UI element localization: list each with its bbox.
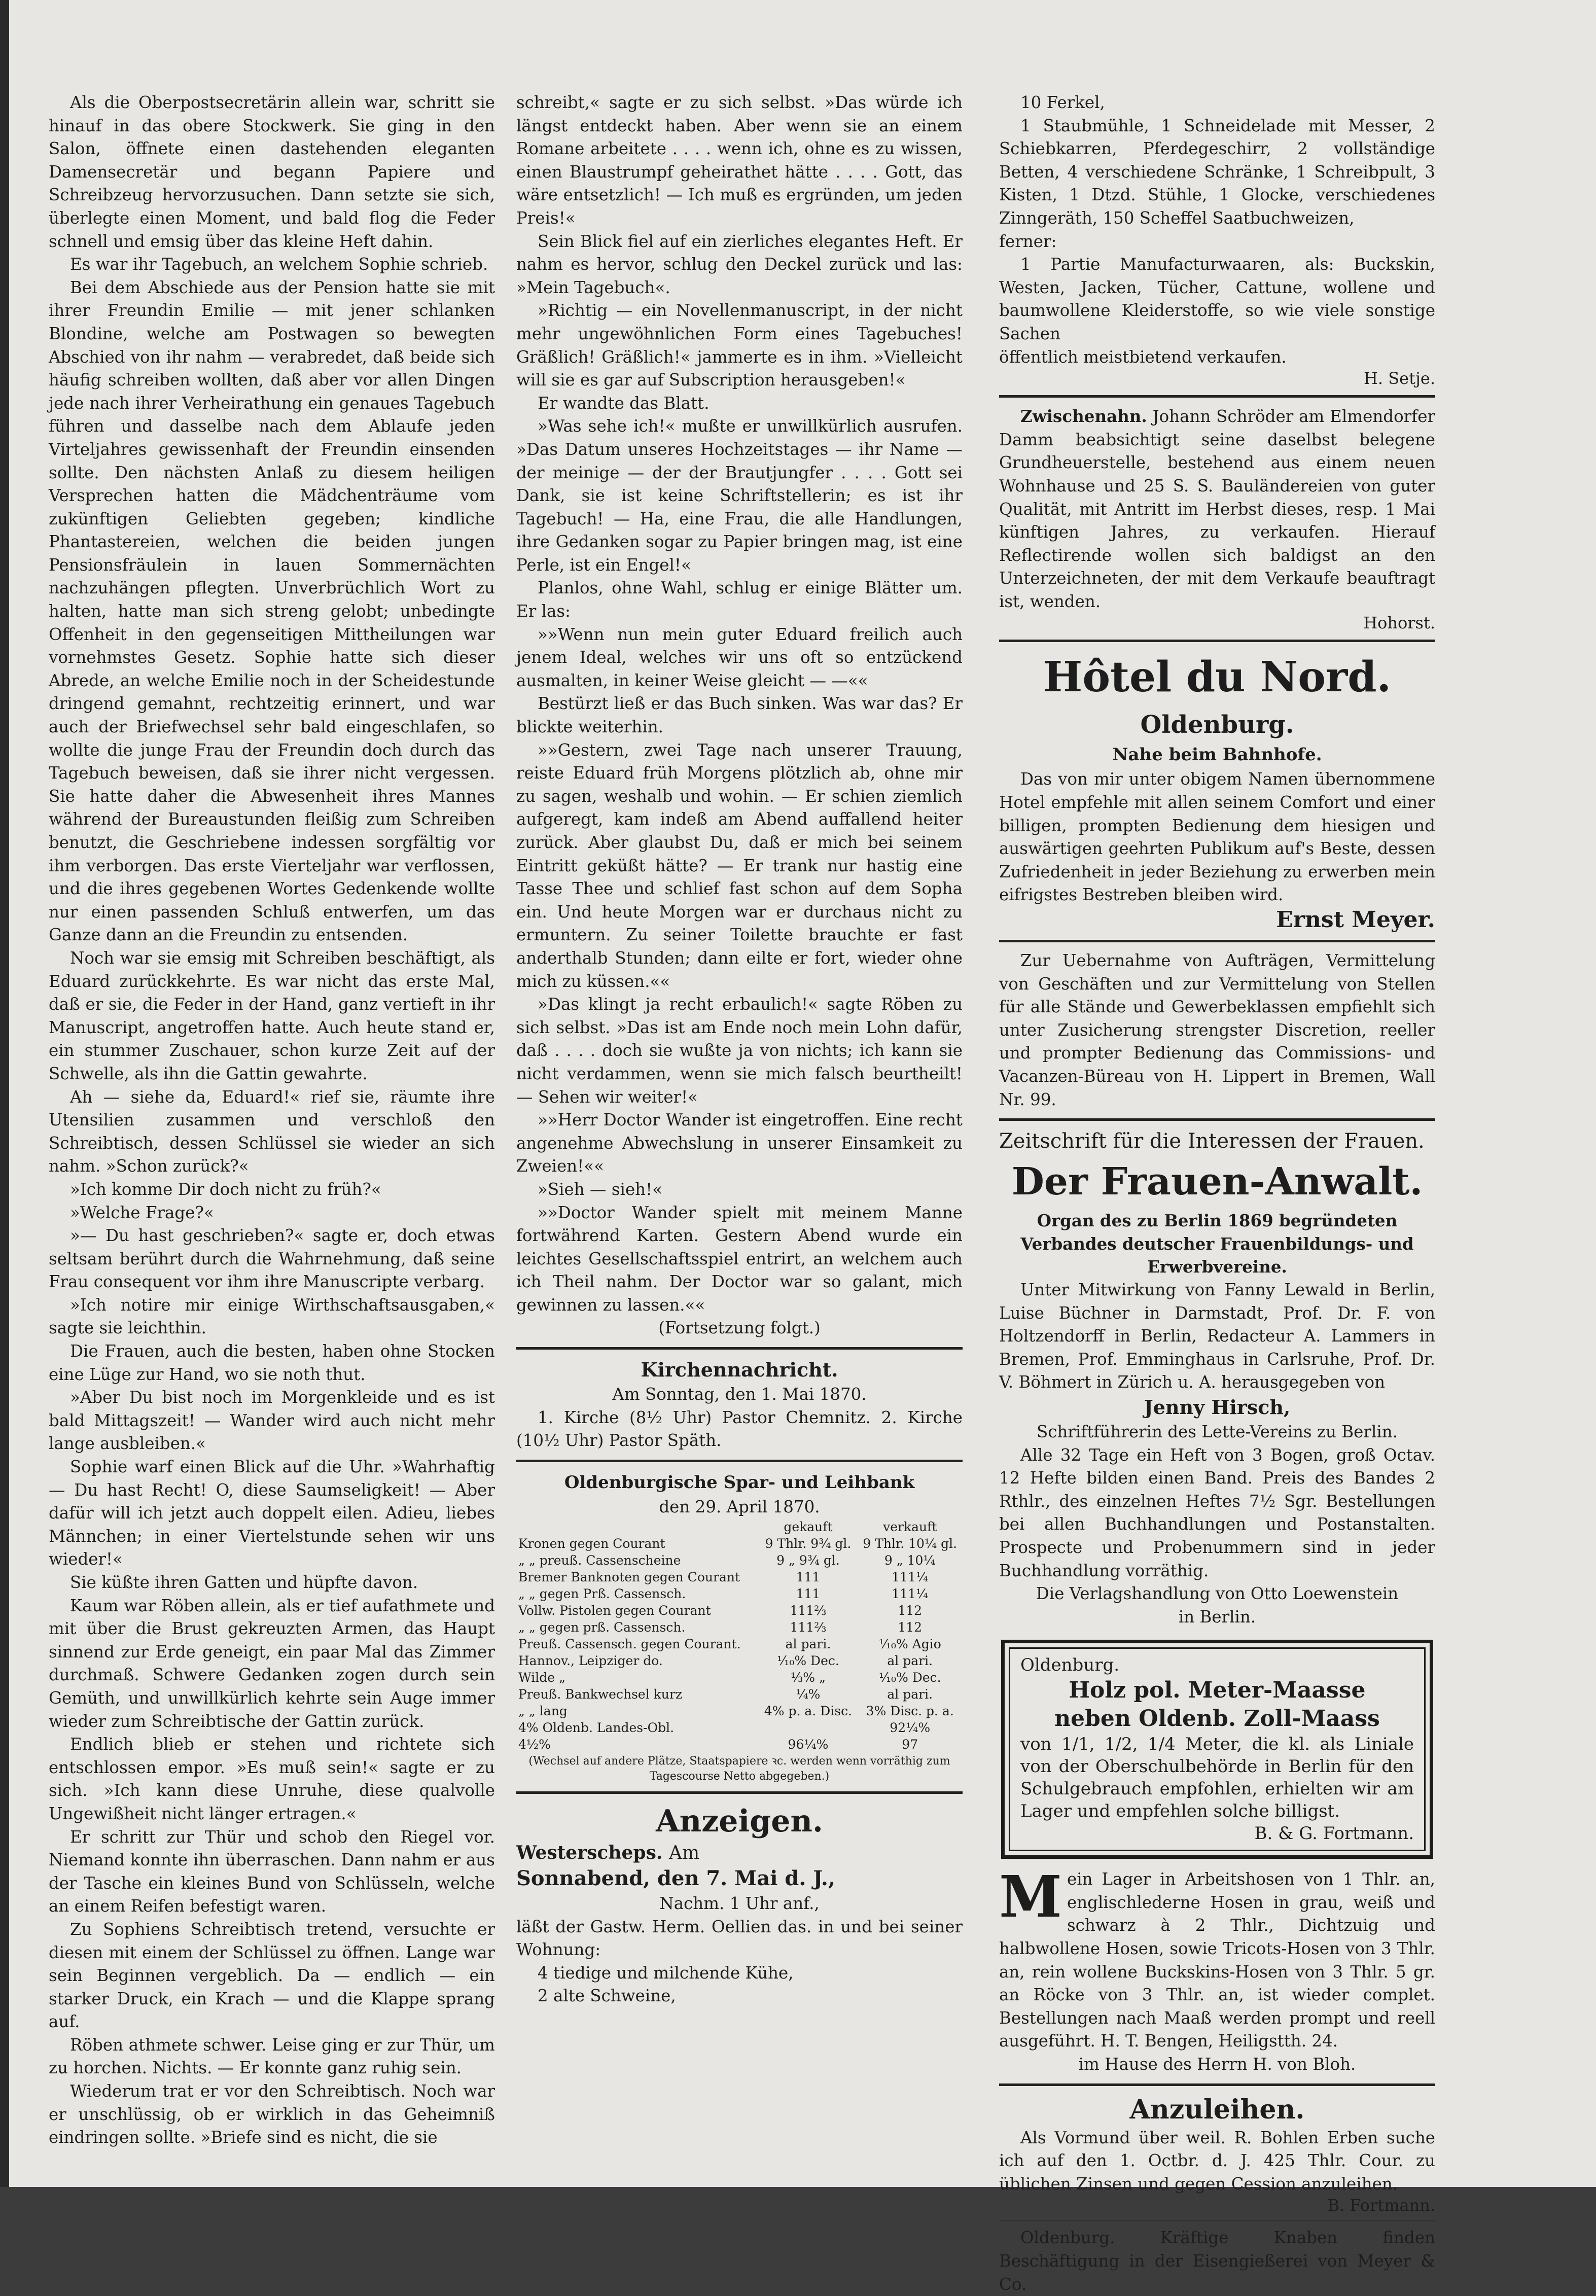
church-title: Kirchennachricht. bbox=[641, 1358, 838, 1382]
anleihen-text: Als Vormund über weil. R. Bohlen Erben suche ich auf den 1. Octbr. d. J. 425 Thlr. Cour. zu üblichen Zinsen und gegen Cession anzuleihen. bbox=[999, 2128, 1435, 2194]
table-cell: 9 Thlr. 10¼ gl. bbox=[863, 1536, 957, 1551]
table-cell: 112 bbox=[898, 1620, 923, 1635]
column-header-sold: verkauft bbox=[883, 1520, 937, 1535]
paragraph: Es war ihr Tagebuch, an welchem Sophie schrieb. bbox=[70, 255, 488, 274]
hotel-name: Hôtel du Nord. bbox=[1043, 653, 1392, 702]
frauen-editor: Jenny Hirsch, bbox=[1144, 1395, 1291, 1419]
paragraph: »Was sehe ich!« mußte er unwillkürlich ausrufen. »Das Datum unseres Hochzeitstages — ihr Name — der meinige — der der Brautjungfer . . . . Gott sei Dank, sie ist keine Schriftstellerin; es ist ihr Tagebuch! — Ha, eine Frau, die alle Handlungen, ihre Gedanken sogar zu Papier bringen mag, ist eine Perle, ist ein Engel!« bbox=[516, 416, 963, 575]
ad-text: Johann Schröder am Elmendorfer Damm beabsichtigt seine daselbst belegene Grundheuerstelle, bestehend aus einem neuen Wohnhause und 25 S. S. Bauländereien von guter Qualität, mit Antritt im Herbst dieses, resp. 1 Mai künftigen Jahres, zu verkaufen. Hierauf Reflectirende wollen sich baldigst an den Unterzeichneten, der mit dem Verkaufe beauftragt ist, wenden. bbox=[999, 407, 1435, 611]
ad-text: läßt der Gastw. Herm. Oellien das. in und bei seiner Wohnung: bbox=[516, 1917, 963, 1960]
table-cell: „ „ gegen prß. Cassensch. bbox=[518, 1620, 686, 1635]
table-cell: ¹⁄₁₀% Dec. bbox=[878, 1670, 941, 1685]
signature: B. Fortmann. bbox=[1327, 2196, 1435, 2215]
paragraph: »Sieh — sieh!« bbox=[538, 1179, 663, 1199]
table-cell: „ „ lang bbox=[518, 1704, 568, 1719]
table-cell: 97 bbox=[902, 1737, 918, 1752]
maasse-ad-inner bbox=[1009, 1647, 1426, 1851]
frauen-kicker: Zeitschrift für die Interessen der Frauen. bbox=[999, 1129, 1425, 1153]
divider bbox=[999, 940, 1435, 942]
table-cell: ⅓% „ bbox=[791, 1670, 826, 1685]
anleihen-title: Anzuleihen. bbox=[1129, 2094, 1305, 2125]
auction-line: ferner: bbox=[999, 231, 1057, 251]
frauen-text: Unter Mitwirkung von Fanny Lewald in Berlin, Luise Büchner in Darmstadt, Prof. Dr. F. von Holtzendorff in Berlin, Redacteur A. Lammers in Bremen, Prof. Emminghaus in Carlsruhe, Prof. Dr. V. Böhmert in Zürich u. A. herausgegeben von bbox=[999, 1280, 1435, 1392]
paragraph: »Aber Du bist noch im Morgenkleide und es ist bald Mittagszeit! — Wander wird auch nicht mehr lange ausbleiben.« bbox=[49, 1388, 495, 1454]
maasse-ad-box bbox=[1001, 1640, 1433, 1859]
story-column-1 bbox=[49, 91, 495, 2149]
paragraph: Planlos, ohne Wahl, schlug er einige Blätter um. Er las: bbox=[516, 578, 963, 621]
auction-line: 1 Partie Manufacturwaaren, als: Buckskin, Westen, Jacken, Tücher, Cattune, wollene und baumwollene Kleiderstoffe, so wie viele sonstige Sachen bbox=[999, 255, 1435, 343]
table-cell: 9 „ 10¼ bbox=[884, 1553, 936, 1568]
table-row bbox=[516, 1719, 963, 1736]
table-cell: 96¼% bbox=[788, 1737, 829, 1752]
table-cell: al pari. bbox=[887, 1687, 933, 1702]
paragraph: »Das klingt ja recht erbaulich!« sagte Röben zu sich selbst. »Das ist am Ende noch mein Lohn dafür, daß . . . . doch sie wußte ja von nichts; ich kann sie nicht verdammen, wenn sie mich falsch beurtheilt! — Sehen wir weiter!« bbox=[516, 995, 963, 1107]
church-date: Am Sonntag, den 1. Mai 1870. bbox=[612, 1385, 867, 1404]
paragraph: Bestürzt ließ er das Buch sinken. Was war das? Er blickte weiterhin. bbox=[516, 694, 963, 737]
table-row bbox=[516, 1602, 963, 1619]
table-cell: ¹⁄₁₀% Dec. bbox=[777, 1653, 839, 1669]
frauen-organ: Organ des zu Berlin 1869 begründeten Verbandes deutscher Frauenbildungs- und Erwerbvereine. bbox=[1020, 1211, 1414, 1277]
table-cell: ¹⁄₁₀% Agio bbox=[878, 1637, 941, 1652]
table-cell: 3% Disc. p. a. bbox=[866, 1704, 954, 1719]
paragraph: Er wandte das Blatt. bbox=[538, 393, 710, 413]
table-cell: Wilde „ bbox=[518, 1670, 565, 1685]
table-cell: 111⅔ bbox=[790, 1620, 827, 1635]
table-row bbox=[516, 1619, 963, 1636]
maasse-title-1: Holz pol. Meter-Maasse bbox=[1069, 1677, 1366, 1704]
paragraph: »Richtig — ein Novellenmanuscript, in der nicht mehr ungewöhnlichen Form eines Tagebuches! Gräßlich! Gräßlich!« jammerte es in ihm. »Vielleicht will sie es gar auf Subscription herausgeben!« bbox=[516, 301, 963, 390]
table-cell: al pari. bbox=[887, 1653, 933, 1669]
paragraph: Ah — siehe da, Eduard!« rief sie, räumte ihre Utensilien zusammen und verschloß den Schreibtisch, dessen Schlüssel sie wieder an sich nahm. »Schon zurück?« bbox=[49, 1087, 495, 1176]
table-cell: 111 bbox=[796, 1570, 821, 1585]
church-service: 1. Kirche (8½ Uhr) Pastor Chemnitz. 2. Kirche (10½ Uhr) Pastor Späth. bbox=[516, 1407, 963, 1451]
frauen-editor-role: Schriftführerin des Lette-Vereins zu Berlin. bbox=[1036, 1422, 1398, 1441]
table-row bbox=[516, 1686, 963, 1703]
maasse-text: von 1/1, 1/2, 1/4 Meter, die kl. als Liniale von der Oberschulbehörde in Berlin für den Schulgebrauch empfohlen, erhielten wir am Lager und empfehlen solche billigst. bbox=[1020, 1734, 1414, 1822]
continued-note: (Fortsetzung folgt.) bbox=[658, 1318, 821, 1338]
paragraph: Bei dem Abschiede aus der Pension hatte sie mit ihrer Freundin Emilie — mit jener schlanken Blondine, welche am Postwagen so bewegten Abschied von ihr nahm — verabredet, daß beide sich häufig schreiben wollten, daß aber vor allen Dingen jede nach ihrer Verheirathung ein genaues Tagebuch führen und dasselbe nach dem Ablaufe jeden Virteljahres gewissenhaft der Freundin einsenden sollte. Den nächsten Anlaß zu diesem heiligen Versprechen hatten die Mädchenträume vom zukünftigen Geliebten gegeben; kindliche Phantastereien, welchen die beiden jungen Pensionsfräulein in lauen Sommernächten nachzuhängen pflegten. Unverbrüchlich Wort zu halten, hatte man sich streng gelobt; unbedingte Offenheit in den gegenseitigen Mittheilungen war vornehmstes Gesetz. Sophie hatte sich dieser Abrede, an welche Emilie noch in der Scheidestunde dringend gemahnt, rechtzeitig erinnert, und war auch der Briefwechsel sehr bald eingeschlafen, so wollte die junge Frau der Freundin doch durch das Tagebuch beweisen, daß sie ihrer nicht vergessen. Sie hatte daher die Abwesenheit ihres Mannes während der Bureaustunden fleißig zum Schreiben benutzt, die Geschriebene indessen sorgfältig vor ihm verborgen. Das erste Vierteljahr war verflossen, und die ihres gegebenen Wortes Gedenkende wollte nur einen passenden Schluß entwerfen, um das Ganze dann an die Freundin zu entsenden. bbox=[49, 277, 495, 945]
table-cell: 111 bbox=[796, 1586, 821, 1602]
paragraph: Sein Blick fiel auf ein zierliches elegantes Heft. Er nahm es hervor, schlug den Deckel zurück und las: »Mein Tagebuch«. bbox=[516, 231, 963, 297]
table-cell: 4% p. a. Disc. bbox=[764, 1704, 853, 1719]
ad-place-name: Westerscheps. bbox=[516, 1842, 663, 1864]
table-header-row bbox=[516, 1518, 963, 1535]
frauen-publisher-city: in Berlin. bbox=[1178, 1607, 1256, 1627]
hotel-text: Das von mir unter obigem Namen übernommene Hotel empfehle mit allen seinem Comfort und einer billigen, prompten Bedienung dem hiesigen und auswärtigen geehrten Publikum auf's Beste, dessen Zufriedenheit in jeder Beziehung zu erwerben mein eifrigstes Bestreben bleiben wird. bbox=[999, 769, 1435, 905]
table-cell: 111¼ bbox=[892, 1570, 929, 1585]
ads-heading: Anzeigen. bbox=[656, 1804, 823, 1840]
table-cell: Kronen gegen Courant bbox=[518, 1536, 665, 1551]
table-row bbox=[516, 1569, 963, 1585]
table-cell: ¼% bbox=[796, 1687, 821, 1702]
divider bbox=[516, 1460, 963, 1462]
lippert-ad: Zur Uebernahme von Aufträgen, Vermittelung von Geschäften und zur Vermittelung von Stellen für alle Stände und Gewerbeklassen empfiehlt sich unter Zusicherung strengster Discretion, reeller und prompter Bedienung das Commissions- und Vacanzen-Büreau von H. Lippert in Bremen, Wall Nr. 99. bbox=[999, 951, 1435, 1109]
table-cell bbox=[516, 1518, 759, 1535]
table-cell: Bremer Banknoten gegen Courant bbox=[518, 1570, 740, 1585]
paragraph: Die Frauen, auch die besten, haben ohne Stocken eine Lüge zur Hand, wo sie noth thut. bbox=[49, 1341, 495, 1384]
divider bbox=[999, 395, 1435, 398]
paragraph: Wiederum trat er vor den Schreibtisch. Noch war er unschlüssig, ob er wirklich in das Geheimniß eindringen sollte. »Briefe sind es nicht, die sie bbox=[49, 2081, 495, 2147]
table-cell: 4½% bbox=[518, 1737, 551, 1752]
bank-title: Oldenburgische Spar- und Leihbank bbox=[564, 1472, 915, 1493]
hotel-location: Nahe beim Bahnhofe. bbox=[1112, 745, 1322, 765]
auction-line: 10 Ferkel, bbox=[1020, 93, 1105, 112]
paragraph: schreibt,« sagte er zu sich selbst. »Das würde ich längst entdeckt haben. Aber wenn sie an einem Romane arbeitete . . . . wenn ich, ohne es zu wissen, einen Blaustrumpf geheirathet hätte . . . . Gott, das wäre entsetzlich! — Ich muß es ergründen, um jeden Preis!« bbox=[516, 93, 963, 228]
maasse-title-2: neben Oldenb. Zoll-Maass bbox=[1054, 1706, 1380, 1732]
ad-am: Am bbox=[668, 1843, 700, 1864]
divider bbox=[516, 1791, 963, 1794]
signature: B. & G. Fortmann. bbox=[1254, 1823, 1414, 1844]
signature: Hohorst. bbox=[1363, 613, 1435, 633]
bank-date: den 29. April 1870. bbox=[659, 1497, 820, 1516]
paragraph: »Ich komme Dir doch nicht zu früh?« bbox=[70, 1179, 381, 1199]
ad-place bbox=[516, 1842, 963, 1865]
table-row bbox=[516, 1636, 963, 1652]
frauen-publisher: Die Verlagshandlung von Otto Loewenstein bbox=[1036, 1584, 1399, 1604]
table-cell: al pari. bbox=[785, 1637, 831, 1652]
table-row bbox=[516, 1703, 963, 1719]
table-row bbox=[516, 1585, 963, 1602]
signature: Ernst Meyer. bbox=[1276, 907, 1435, 933]
bengen-house: im Hause des Herrn H. von Bloh. bbox=[1078, 2055, 1356, 2074]
newspaper-page bbox=[9, 0, 1596, 2294]
table-row bbox=[516, 1535, 963, 1552]
table-cell: „ „ preuß. Cassenscheine bbox=[518, 1553, 681, 1568]
ad-date: Sonnabend, den 7. Mai d. J., bbox=[516, 1866, 835, 1891]
table-row bbox=[516, 1652, 963, 1669]
paragraph: »Welche Frage?« bbox=[70, 1203, 214, 1222]
divider bbox=[516, 1347, 963, 1350]
paragraph: Zu Sophiens Schreibtisch tretend, versuchte er diesen mit einem der Schlüssel zu öffnen. Lange war sein Beginnen vergeblich. Da — endlich — ein starker Druck, ein Krach — und die Klappe sprang auf. bbox=[49, 1919, 495, 2032]
ad-place-name: Zwischenahn. bbox=[1020, 406, 1147, 427]
table-cell bbox=[759, 1719, 857, 1736]
divider bbox=[999, 640, 1435, 642]
zwischenahn-ad bbox=[999, 405, 1435, 613]
story-column-2 bbox=[516, 91, 963, 2008]
table-row bbox=[516, 1552, 963, 1569]
divider bbox=[999, 1118, 1435, 1121]
table-cell: 92¼% bbox=[890, 1720, 931, 1736]
table-row bbox=[516, 1669, 963, 1686]
table-cell: 9 Thlr. 9¾ gl. bbox=[765, 1536, 852, 1551]
divider bbox=[999, 2083, 1435, 2086]
table-cell: „ „ gegen Prß. Cassensch. bbox=[518, 1586, 686, 1602]
table-cell: Preuß. Bankwechsel kurz bbox=[518, 1687, 683, 1702]
frauen-title: Der Frauen-Anwalt. bbox=[1011, 1160, 1423, 1204]
ad-time: Nachm. 1 Uhr anf., bbox=[659, 1894, 820, 1914]
drop-cap: M bbox=[999, 1864, 1062, 1931]
bengen-ad bbox=[999, 1864, 1435, 2076]
divider bbox=[999, 2220, 1435, 2221]
exchange-rate-table bbox=[516, 1518, 963, 1753]
hotel-city: Oldenburg. bbox=[1140, 711, 1294, 739]
paragraph: Er schritt zur Thür und schob den Riegel vor. Niemand konnte ihn überraschen. Dann nahm er aus der Tasche ein kleines Bund von Schlüsseln, welche an einem Reifen befestigt waren. bbox=[49, 1827, 495, 1916]
table-cell: 111¼ bbox=[892, 1586, 929, 1602]
column-header-bought: gekauft bbox=[784, 1520, 833, 1535]
paragraph: »— Du hast geschrieben?« sagte er, doch etwas seltsam berührt durch die Wahrnehmung, daß seine Frau consequent vor ihm ihre Manuscripte verbarg. bbox=[49, 1226, 495, 1292]
table-row bbox=[516, 1736, 963, 1753]
table-cell: 9 „ 9¾ gl. bbox=[776, 1553, 840, 1568]
bengen-text: ein Lager in Arbeitshosen von 1 Thlr. an, englischlederne Hosen in grau, weiß und schwarz à 2 Thlr., Dichtzuig und halbwollene Hosen, sowie Tricots-Hosen von 3 Thlr. an, rein wollene Buckskins-Hosen von 3 Thlr. 5 gr. an Röcke von 3 Thlr. an, ist wieder complet. Bestellungen nach Maaß werden prompt und reell ausgeführt. H. T. Bengen, Heiligstth. 24. bbox=[999, 1869, 1435, 2051]
paragraph: Endlich blieb er stehen und richtete sich entschlossen empor. »Es muß sein!« sagte er zu sich. »Ich kann diese Unruhe, diese qualvolle Ungewißheit nicht länger ertragen.« bbox=[49, 1735, 495, 1823]
paragraph: Als die Oberpostsecretärin allein war, schritt sie hinauf in das obere Stockwerk. Sie ging in den Salon, öffnete einen dastehenden eleganten Damensecretär und begann Papiere und Schreibzeug hervorzusuchen. Dann setzte sie sich, überlegte einen Moment, und bald flog die Feder schnell und emsig über das kleine Heft dahin. bbox=[49, 93, 495, 251]
auction-line: 1 Staubmühle, 1 Schneidelade mit Messer, 2 Schiebkarren, Pferdegeschirr, 2 vollständige Betten, 4 verschiedene Schränke, 1 Schreibpult, 3 Kisten, 1 Dtzd. Stühle, 1 Glocke, verschiedenes Zinngeräth, 150 Scheffel Saatbuchweizen, bbox=[999, 116, 1435, 228]
auction-line: öffentlich meistbietend verkaufen. bbox=[999, 347, 1287, 367]
ad-item: 4 tiedige und milchende Kühe, bbox=[538, 1963, 794, 1983]
paragraph: Kaum war Röben allein, als er tief aufathmete und mit über die Brust gekreuzten Armen, das Haupt sinnend zur Erde geneigt, ein paar Mal das Zimmer durchmaß. Schwere Gedanken zogen durch sein Gemüth, und unwillkürlich kehrte sein Auge immer wieder zum Schreibtische der Gattin zurück. bbox=[49, 1596, 495, 1731]
paragraph: »»Doctor Wander spielt mit meinem Manne fortwährend Karten. Gestern Abend wurde ein leichtes Gesellschaftsspiel entrirt, an welchem auch ich Theil nahm. Der Doctor war so galant, mich gewinnen zu lassen.«« bbox=[516, 1203, 963, 1315]
table-cell: 111⅔ bbox=[790, 1603, 827, 1618]
scan-edge bbox=[0, 0, 9, 2187]
signature: H. Setje. bbox=[1364, 369, 1435, 388]
table-cell: 112 bbox=[898, 1603, 923, 1618]
paragraph: »»Herr Doctor Wander ist eingetroffen. Eine recht angenehme Abwechslung in unserer Einsamkeit zu Zweien!«« bbox=[516, 1110, 963, 1176]
bank-footnote: (Wechsel auf andere Plätze, Staatspapiere ꝛc. werden wenn vorräthig zum Tagescourse Netto abgegeben.) bbox=[528, 1755, 950, 1783]
ad-item: 2 alte Schweine, bbox=[538, 1986, 676, 2006]
table-cell: Vollw. Pistolen gegen Courant bbox=[518, 1603, 711, 1618]
maasse-city: Oldenburg. bbox=[1020, 1655, 1120, 1676]
table-cell: Preuß. Cassensch. gegen Courant. bbox=[518, 1637, 741, 1652]
paragraph: »»Wenn nun mein guter Eduard freilich auch jenem Ideal, welches wir uns oft so entzückend ausmalten, in keiner Weise gleicht — —«« bbox=[516, 624, 963, 690]
paragraph: Röben athmete schwer. Leise ging er zur Thür, um zu horchen. Nichts. — Er konnte ganz ruhig sein. bbox=[49, 2035, 495, 2078]
paragraph: Sophie warf einen Blick auf die Uhr. »Wahrhaftig — Du hast Recht! O, diese Saumseligkeit! — Aber dafür will ich jetzt auch doppelt eilen. Adieu, liebes Männchen; in einer Viertelstunde sehen wir uns wieder!« bbox=[49, 1457, 495, 1569]
table-cell: Hannov., Leipziger do. bbox=[518, 1653, 663, 1669]
paragraph: »»Gestern, zwei Tage nach unserer Trauung, reiste Eduard früh Morgens plötzlich ab, ohne mir zu sagen, weshalb und wohin. — Er schien ziemlich aufgeregt, kam indeß am Abend auffallend heiter zurück. Aber glaubst Du, daß er mich bei seinem Eintritt geküßt hätte? — Er trank nur hastig eine Tasse Thee und schlief fast schon auf dem Sopha ein. Und heute Morgen war er durchaus nicht zu ermuntern. Zu seiner Toilette brauchte er fast anderthalb Stunden; dann eilte er fort, wieder ohne mich zu küssen.«« bbox=[516, 740, 963, 991]
table-cell: 4% Oldenb. Landes-Obl. bbox=[518, 1720, 675, 1736]
paragraph: Noch war sie emsig mit Schreiben beschäftigt, als Eduard zurückkehrte. Es war nicht das erste Mal, daß er sie, die Feder in der Hand, ganz vertieft in ihr Manuscript, angetroffen hatte. Auch heute stand er, ein stummer Zuschauer, schon kurze Zeit auf der Schwelle, als ihn die Gattin gewahrte. bbox=[49, 948, 495, 1083]
paragraph: »Ich notire mir einige Wirthschaftsausgaben,« sagte sie leichthin. bbox=[49, 1295, 495, 1338]
ads-column bbox=[999, 91, 1435, 2296]
paragraph: Sie küßte ihren Gatten und hüpfte davon. bbox=[70, 1573, 418, 1592]
eisengiesserei-ad: Oldenburg. Kräftige Knaben finden Beschäftigung in der Eisengießerei von Meyer & Co. bbox=[999, 2228, 1435, 2294]
frauen-terms: Alle 32 Tage ein Heft von 3 Bogen, groß Octav. 12 Hefte bilden einen Band. Preis des Bandes 2 Rthlr., des einzelnen Heftes 7½ Sgr. Bestellungen bei allen Buchhandlungen und Postanstalten. Prospecte und Probenummern sind in jeder Buchhandlung vorräthig. bbox=[999, 1445, 1435, 1580]
